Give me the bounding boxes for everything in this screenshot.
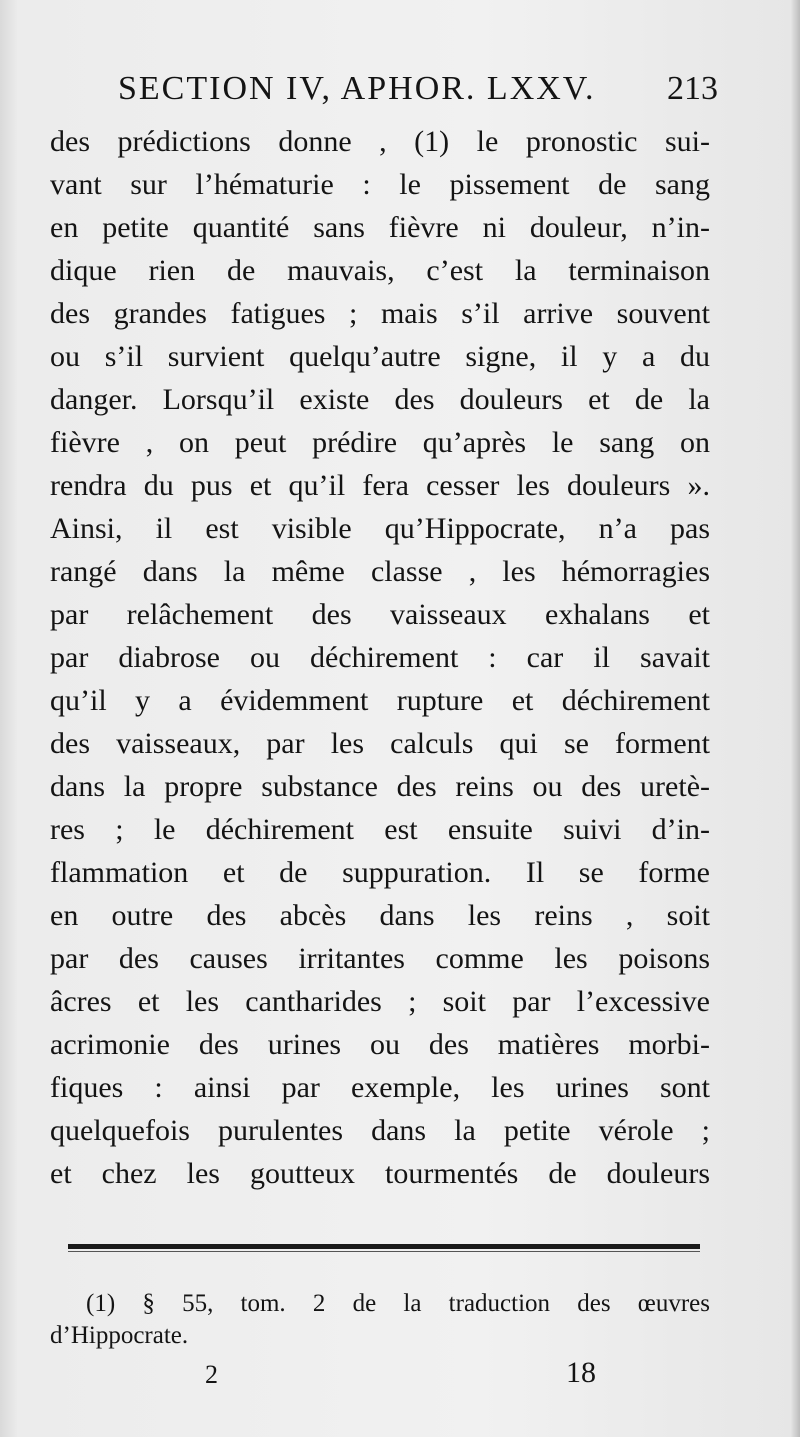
text-line: dans la propre substance des reins ou des uretè- (50, 770, 710, 803)
text-line: quelquefois purulentes dans la petite vérole ; (50, 1114, 710, 1147)
text-line: des vaisseaux, par les calculs qui se forment (50, 727, 710, 760)
text-line: dique rien de mauvais, c’est la terminaison (50, 254, 710, 287)
text-line: des grandes fatigues ; mais s’il arrive souvent (50, 297, 710, 330)
text-line: flammation et de suppuration. Il se forme (50, 856, 710, 889)
text-line: fièvre , on peut prédire qu’après le sang on (50, 426, 710, 459)
text-line: fiques : ainsi par exemple, les urines sont (50, 1071, 710, 1104)
footnote-rule (68, 1244, 700, 1249)
text-line: en petite quantité sans fièvre ni douleur, n’in- (50, 211, 710, 244)
footnote-line: d’Hippocrate. (50, 1322, 189, 1349)
text-line: des prédictions donne , (1) le pronostic sui- (50, 125, 710, 158)
text-line: danger. Lorsqu’il existe des douleurs et de la (50, 383, 710, 416)
text-line: rendra du pus et qu’il fera cesser les douleurs ». (50, 469, 710, 502)
footnote-rule-thin (68, 1251, 700, 1252)
text-line: rangé dans la même classe , les hémorragies (50, 555, 710, 588)
text-line: par relâchement des vaisseaux exhalans et (50, 598, 710, 631)
text-line: acrimonie des urines ou des matières morbi- (50, 1028, 710, 1061)
body-text (50, 120, 710, 1195)
text-line: par des causes irritantes comme les poisons (50, 942, 710, 975)
footnote (50, 1288, 710, 1352)
text-line: en outre des abcès dans les reins , soit (50, 899, 710, 932)
text-line: par diabrose ou déchirement : car il savait (50, 641, 710, 674)
text-line: res ; le déchirement est ensuite suivi d’in- (50, 813, 710, 846)
page-edge (790, 0, 800, 1437)
footnote-line: (1) § 55, tom. 2 de la traduction des œuvres (86, 1290, 710, 1317)
text-line: âcres et les cantharides ; soit par l’excessive (50, 985, 710, 1018)
text-line: ou s’il survient quelqu’autre signe, il y a du (50, 340, 710, 373)
text-line: et chez les goutteux tourmentés de douleurs (50, 1157, 710, 1190)
text-line: vant sur l’hématurie : le pissement de sang (50, 168, 710, 201)
text-line: qu’il y a évidemment rupture et déchirement (50, 684, 710, 717)
text-line: Ainsi, il est visible qu’Hippocrate, n’a pas (50, 512, 710, 545)
signature-mark: 2 (205, 1360, 218, 1389)
page-header (118, 70, 718, 114)
page-number: 213 (667, 70, 718, 107)
running-head: SECTION IV, APHOR. LXXV. (118, 70, 596, 107)
sheet-number: 18 (566, 1356, 596, 1389)
